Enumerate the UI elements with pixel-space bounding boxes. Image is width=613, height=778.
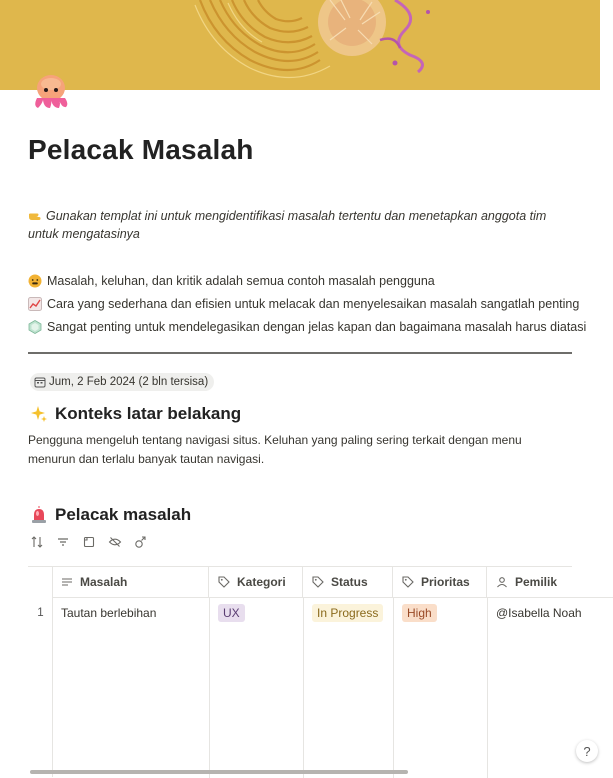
title-lines-icon <box>61 576 73 588</box>
issue-table <box>28 566 582 777</box>
page-icon-octopus[interactable] <box>28 70 74 116</box>
column-label: Status <box>331 575 368 589</box>
filter-icon[interactable] <box>56 535 70 549</box>
layout-icon[interactable] <box>82 535 96 549</box>
column-label: Prioritas <box>421 575 470 589</box>
face-steam-emoji-icon <box>28 274 42 288</box>
priority-tag: High <box>402 604 437 622</box>
pointing-hand-emoji-icon <box>28 208 42 222</box>
row-number: 1 <box>37 607 44 619</box>
cell-kategori[interactable] <box>210 598 304 628</box>
callout[interactable] <box>28 207 558 243</box>
cell-prioritas[interactable] <box>394 598 488 628</box>
help-button[interactable]: ? <box>576 740 598 762</box>
tracker-heading-text: Pelacak masalah <box>55 505 192 524</box>
sort-icon[interactable] <box>30 535 44 549</box>
database-toolbar <box>30 535 148 549</box>
column-header-kategori[interactable] <box>209 567 303 597</box>
cell-status[interactable] <box>304 598 394 628</box>
cell-pemilik[interactable]: @Isabella Noah <box>496 606 582 620</box>
tag-icon <box>218 576 230 588</box>
column-label: Masalah <box>80 575 128 589</box>
gem-emoji-icon <box>28 320 42 334</box>
person-icon <box>496 576 508 588</box>
bullet-1-text: Masalah, keluhan, dan kritik adalah semua contoh masalah pengguna <box>47 274 435 288</box>
column-header-pemilik[interactable] <box>487 567 607 597</box>
bullet-2-text: Cara yang sederhana dan efisien untuk melacak dan menyelesaikan masalah sangatlah penting <box>47 297 580 311</box>
date-text: Jum, 2 Feb 2024 (2 bln tersisa) <box>49 376 209 388</box>
column-label: Kategori <box>237 575 286 589</box>
cover-artwork <box>0 0 600 90</box>
status-tag: In Progress <box>312 604 383 622</box>
context-heading-text: Konteks latar belakang <box>55 404 242 423</box>
bullet-3-text: Sangat penting untuk mendelegasikan dengan jelas kapan dan bagaimana masalah harus diatasi <box>47 320 587 334</box>
page-title[interactable]: Pelacak Masalah <box>28 134 254 165</box>
bullet-3[interactable] <box>28 320 586 334</box>
context-heading[interactable] <box>30 404 241 424</box>
tag-icon <box>312 576 324 588</box>
sparkles-emoji-icon <box>30 405 48 423</box>
column-header-status[interactable] <box>303 567 393 597</box>
chart-increasing-emoji-icon <box>28 297 42 311</box>
callout-text: Gunakan templat ini untuk mengidentifikasi masalah tertentu dan menetapkan anggota tim untuk mengatasinya <box>28 209 547 241</box>
police-light-emoji-icon <box>30 506 48 524</box>
table-header-row <box>53 567 613 598</box>
cell-masalah[interactable]: Tautan berlebihan <box>61 606 157 620</box>
calendar-icon <box>34 376 46 388</box>
divider <box>28 352 572 354</box>
bullet-2[interactable] <box>28 297 579 311</box>
table-row[interactable] <box>28 598 613 628</box>
column-header-masalah[interactable] <box>53 567 209 597</box>
category-tag: UX <box>218 604 245 622</box>
bullet-1[interactable] <box>28 274 435 288</box>
context-paragraph[interactable]: Pengguna mengeluh tentang navigasi situs. Keluhan yang paling sering terkait dengan menu menurun dan terlalu banyak tautan navigasi. <box>28 433 522 466</box>
date-mention-chip[interactable] <box>30 373 214 391</box>
tracker-heading[interactable] <box>30 505 191 525</box>
tag-icon <box>402 576 414 588</box>
column-label: Pemilik <box>515 575 558 589</box>
hide-properties-icon[interactable] <box>108 535 122 549</box>
automation-icon[interactable] <box>134 535 148 549</box>
column-header-prioritas[interactable] <box>393 567 487 597</box>
horizontal-scrollbar[interactable] <box>30 770 408 774</box>
page-cover[interactable] <box>0 0 600 90</box>
